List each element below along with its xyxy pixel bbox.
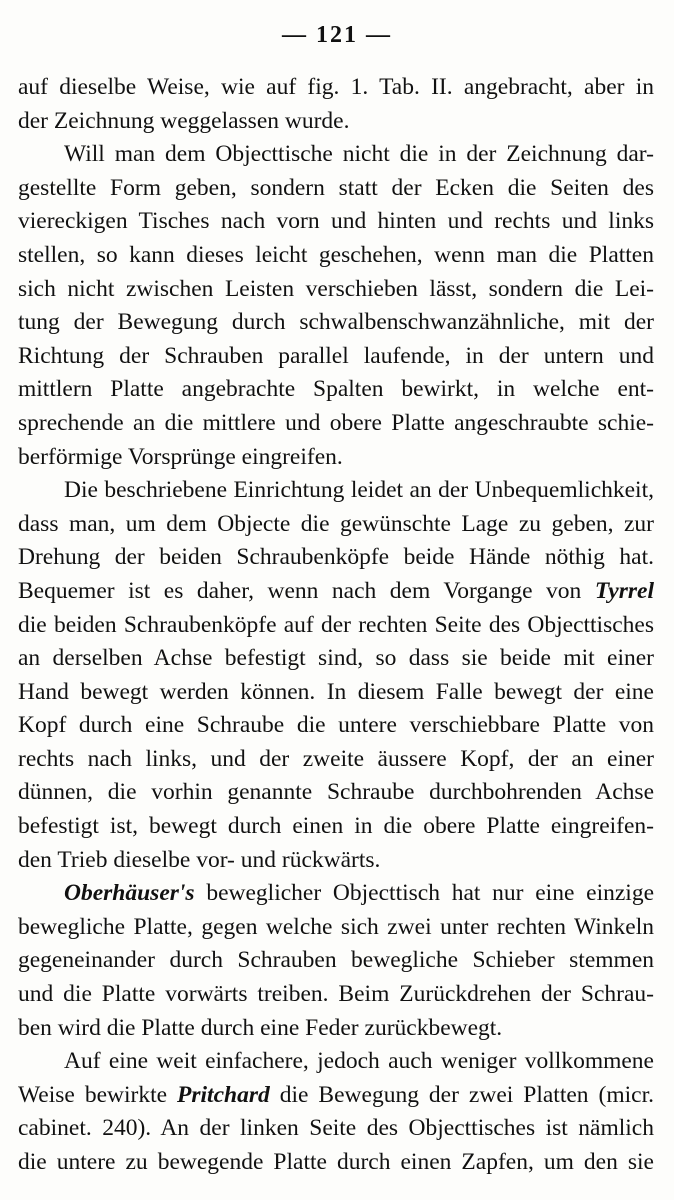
page-number-header: — 121 — bbox=[282, 22, 392, 48]
text-line bbox=[18, 340, 654, 374]
text-line bbox=[18, 944, 654, 978]
text-segment: rechts nach links, und der zweite äussere Kopf, der an einer bbox=[18, 745, 654, 772]
text-line bbox=[18, 441, 654, 475]
text-line bbox=[18, 978, 654, 1012]
text-line bbox=[18, 205, 654, 239]
text-segment: die beiden Schraubenköpfe auf der rechten Seite des Objecttisches bbox=[18, 611, 654, 638]
text-segment: befestigt ist, bewegt durch einen in die obere Platte eingreifen- bbox=[18, 813, 654, 840]
text-line bbox=[18, 138, 654, 172]
text-line bbox=[18, 373, 654, 407]
text-segment: bewegliche Platte, gegen welche sich zwei unter rechten Winkeln bbox=[18, 913, 654, 940]
text-line bbox=[18, 575, 654, 609]
text-line bbox=[18, 71, 654, 105]
text-segment: tung der Bewegung durch schwalbenschwanzähnliche, mit der bbox=[18, 309, 654, 336]
text-segment: gegeneinander durch Schrauben bewegliche Schieber stemmen bbox=[18, 947, 654, 974]
text-line bbox=[18, 609, 654, 643]
text-line bbox=[18, 743, 654, 777]
text-segment: und die Platte vorwärts treiben. Beim Zurückdrehen der Schrau- bbox=[18, 981, 654, 1008]
text-segment: Die beschriebene Einrichtung leidet an der Unbequemlichkeit, bbox=[64, 477, 654, 504]
text-line bbox=[18, 776, 654, 810]
text-segment: mittlern Platte angebrachte Spalten bewirkt, in welche ent- bbox=[18, 376, 654, 403]
text-segment: berförmige Vorsprünge eingreifen. bbox=[18, 443, 343, 470]
text-line bbox=[18, 508, 654, 542]
person-name: Pritchard bbox=[177, 1081, 270, 1108]
text-segment: gestellte Form geben, sondern statt der Ecken die Seiten des bbox=[18, 174, 654, 201]
text-line bbox=[18, 642, 654, 676]
text-segment: cabinet. 240). An der linken Seite des Objecttisches ist nämlich bbox=[18, 1115, 654, 1142]
text-segment: beweglicher Objecttisch hat nur eine einzige bbox=[194, 880, 654, 907]
text-line bbox=[18, 911, 654, 945]
text-segment: an derselben Achse befestigt sind, so dass sie beide mit einer bbox=[18, 645, 654, 672]
body-text bbox=[18, 71, 654, 1180]
text-line bbox=[18, 172, 654, 206]
text-line bbox=[18, 844, 654, 878]
text-line bbox=[18, 877, 654, 911]
text-line bbox=[18, 1045, 654, 1079]
text-segment: Kopf durch eine Schraube die untere verschiebbare Platte von bbox=[18, 712, 654, 739]
text-segment: Drehung der beiden Schraubenköpfe beide Hände nöthig hat. bbox=[18, 544, 654, 571]
text-segment: dünnen, die vorhin genannte Schraube durchbohrenden Achse bbox=[18, 779, 654, 806]
text-line bbox=[18, 810, 654, 844]
text-segment: der Zeichnung weggelassen wurde. bbox=[18, 107, 350, 134]
text-segment: sprechende an die mittlere und obere Platte angeschraubte schie- bbox=[18, 409, 654, 436]
text-line bbox=[18, 306, 654, 340]
text-line bbox=[18, 1146, 654, 1180]
text-segment: Will man dem Objecttische nicht die in der Zeichnung dar- bbox=[64, 141, 654, 168]
text-segment: sich nicht zwischen Leisten verschieben lässt, sondern die Lei- bbox=[18, 275, 654, 302]
text-segment: den Trieb dieselbe vor- und rückwärts. bbox=[18, 846, 381, 873]
text-segment: die Bewegung der zwei Platten (micr. bbox=[269, 1081, 654, 1108]
text-segment: ben wird die Platte durch eine Feder zurückbewegt. bbox=[18, 1014, 503, 1041]
text-line bbox=[18, 407, 654, 441]
text-line bbox=[18, 541, 654, 575]
text-segment: Bequemer ist es daher, wenn nach dem Vorgange von bbox=[18, 577, 595, 604]
text-line bbox=[18, 709, 654, 743]
text-line bbox=[18, 273, 654, 307]
text-segment: Richtung der Schrauben parallel laufende, in der untern und bbox=[18, 342, 654, 369]
person-name: Oberhäuser's bbox=[64, 880, 195, 907]
text-line bbox=[18, 1112, 654, 1146]
text-line bbox=[18, 1012, 654, 1046]
text-segment: Hand bewegt werden können. In diesem Falle bewegt der eine bbox=[18, 678, 654, 705]
text-segment: Weise bewirkte bbox=[18, 1081, 178, 1108]
text-line bbox=[18, 474, 654, 508]
text-segment: viereckigen Tisches nach vorn und hinten und rechts und links bbox=[18, 208, 654, 235]
text-segment: Auf eine weit einfachere, jedoch auch weniger vollkommene bbox=[64, 1048, 654, 1075]
text-segment: dass man, um dem Objecte die gewünschte Lage zu geben, zur bbox=[18, 510, 654, 537]
text-line bbox=[18, 1079, 654, 1113]
text-line bbox=[18, 105, 654, 139]
text-segment: stellen, so kann dieses leicht geschehen, wenn man die Platten bbox=[18, 241, 654, 268]
person-name: Tyrrel bbox=[594, 577, 654, 604]
text-line bbox=[18, 239, 654, 273]
text-line bbox=[18, 676, 654, 710]
text-segment: auf dieselbe Weise, wie auf fig. 1. Tab. II. angebracht, aber in bbox=[18, 74, 654, 100]
text-segment: die untere zu bewegende Platte durch einen Zapfen, um den sie bbox=[18, 1149, 654, 1175]
